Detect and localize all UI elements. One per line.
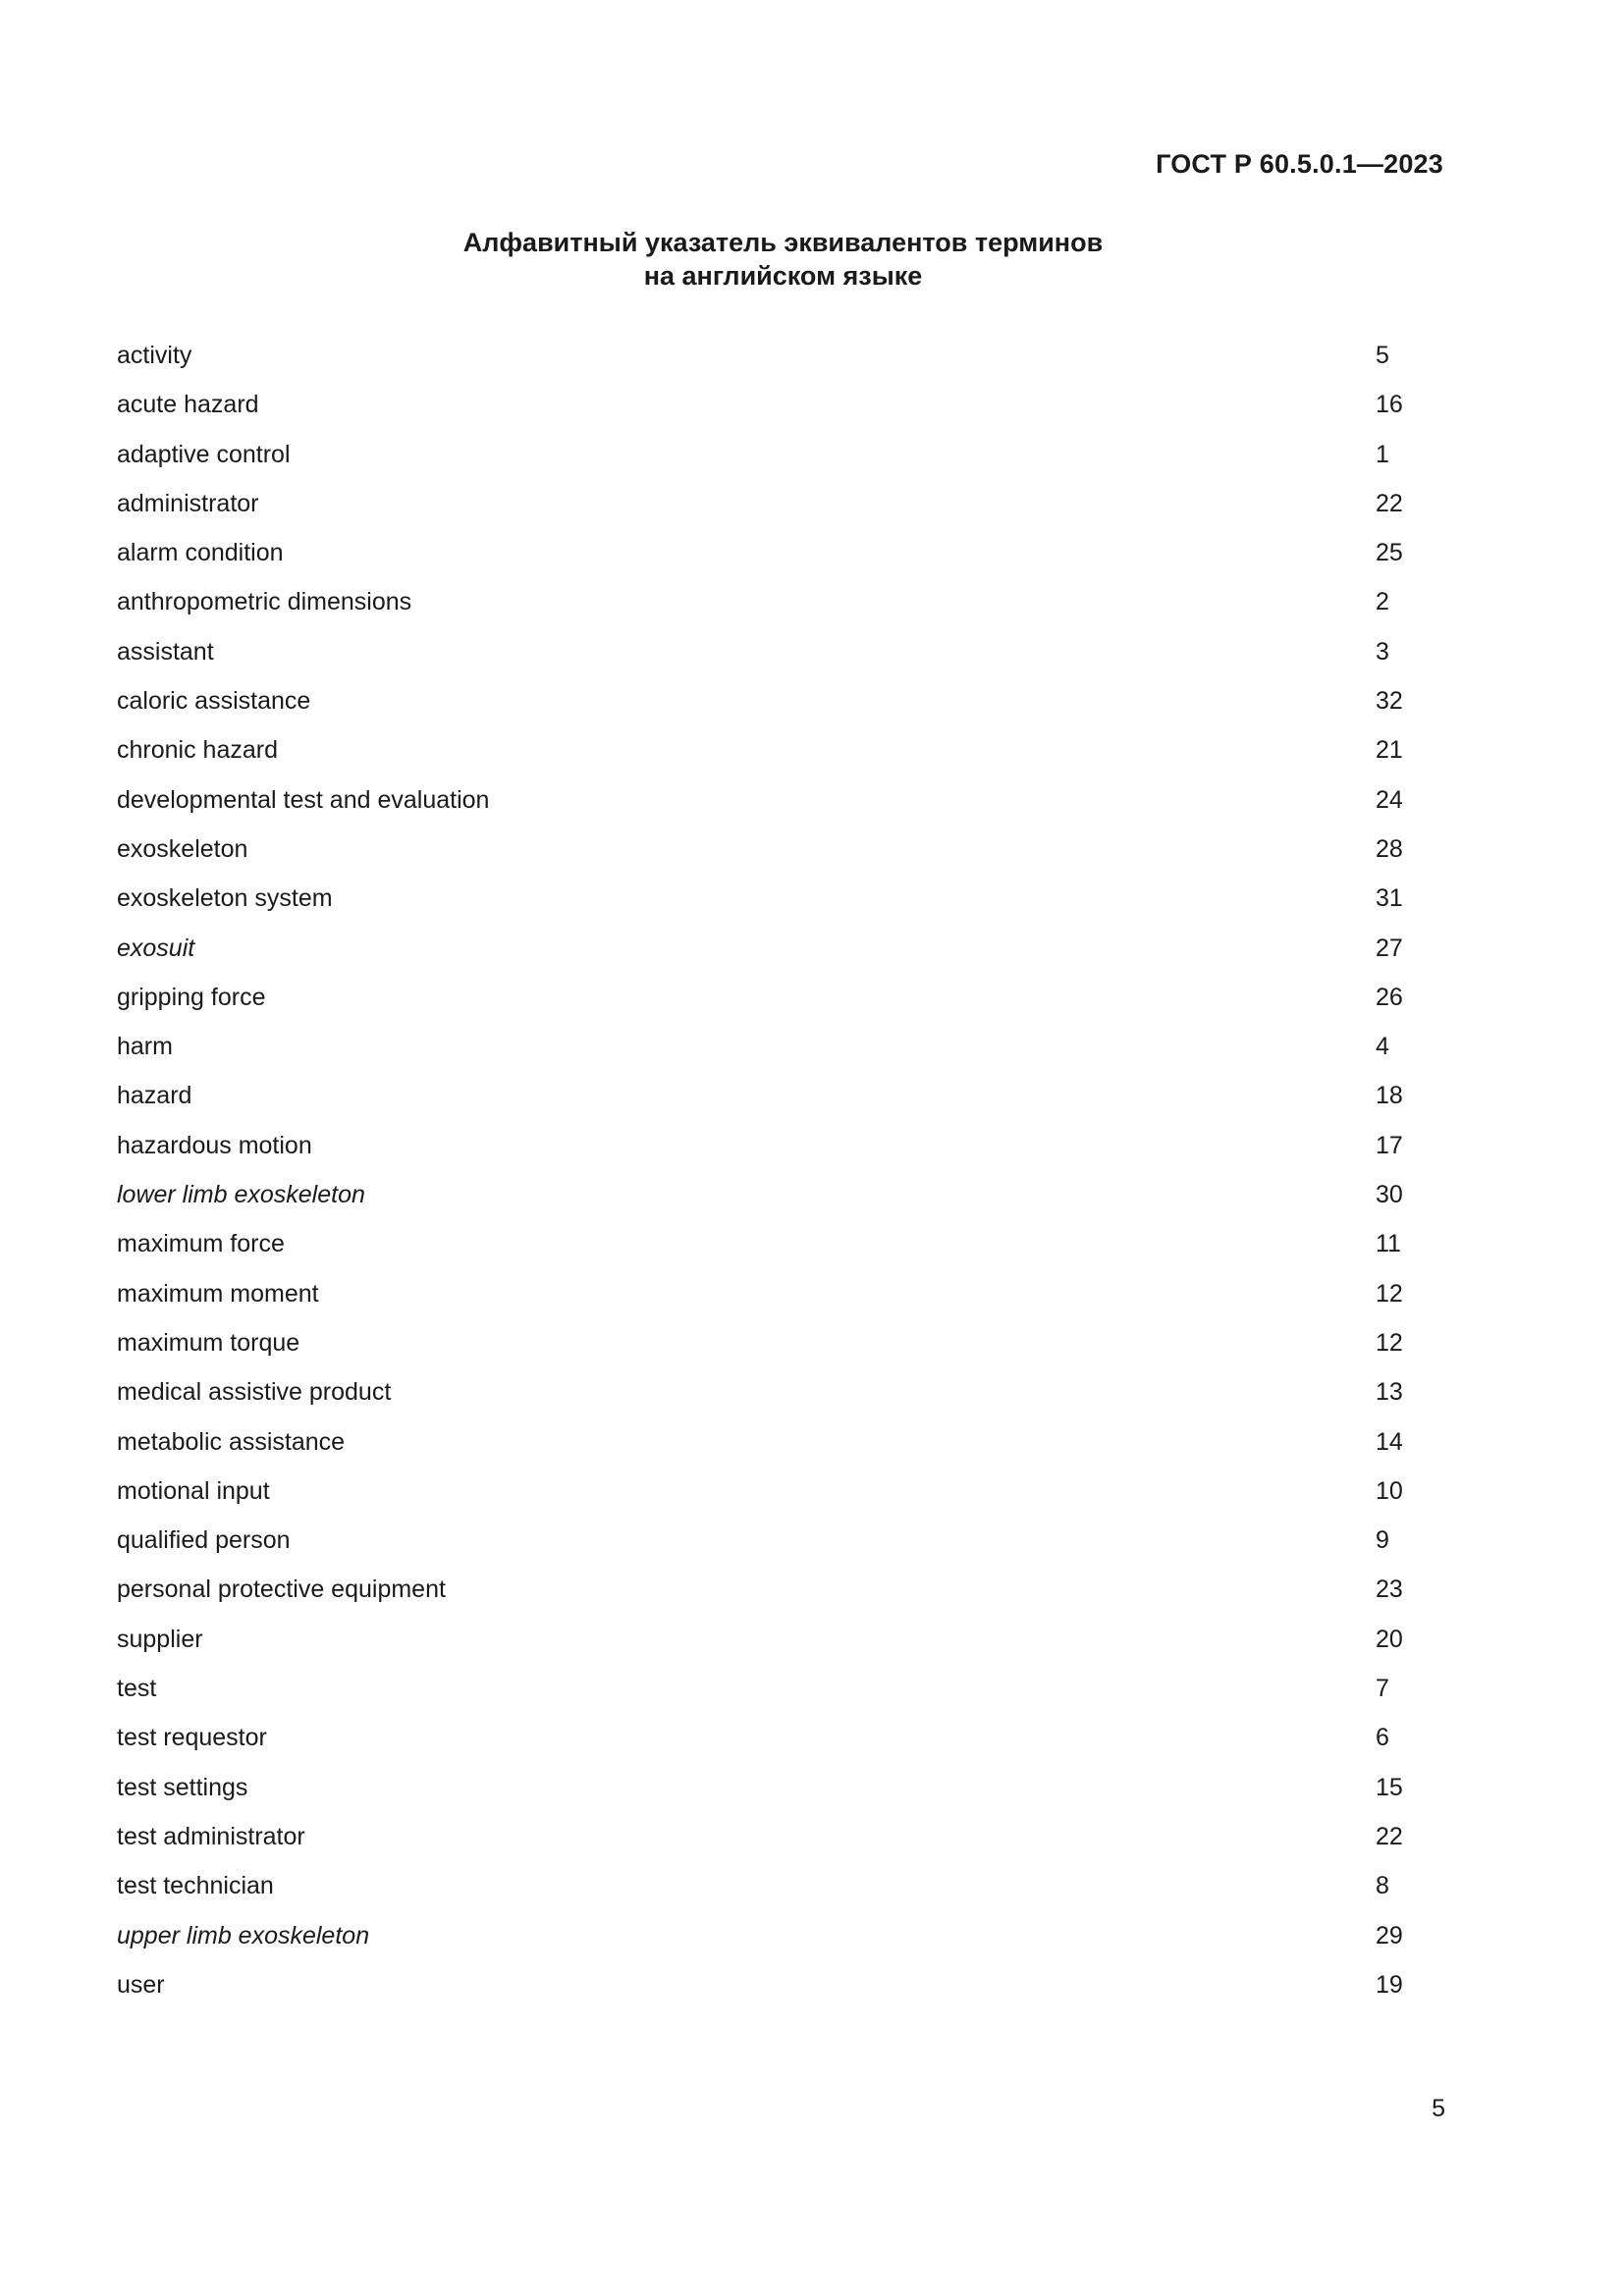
index-entry [117, 1417, 1423, 1467]
index-entry [117, 1713, 1423, 1762]
index-term: hazard [117, 1082, 192, 1110]
index-term: exoskeleton system [117, 884, 333, 913]
index-entry [117, 430, 1423, 479]
index-entry [117, 1318, 1423, 1367]
index-term-number: 16 [1376, 391, 1403, 419]
index-term-number: 32 [1376, 687, 1403, 716]
index-term-number: 11 [1376, 1230, 1401, 1258]
index-term: supplier [117, 1625, 203, 1653]
index-term-number: 12 [1376, 1279, 1403, 1308]
index-term-number: 4 [1376, 1033, 1389, 1061]
index-term: caloric assistance [117, 687, 311, 716]
index-term: test administrator [117, 1822, 305, 1850]
index-term: lower limb exoskeleton [117, 1181, 365, 1209]
index-entry [117, 1763, 1423, 1812]
index-term: test settings [117, 1773, 248, 1801]
index-term-number: 8 [1376, 1872, 1389, 1900]
index-term: gripping force [117, 983, 266, 1011]
index-entry [117, 1861, 1423, 1910]
index-term: personal protective equipment [117, 1575, 446, 1604]
index-term: assistant [117, 637, 214, 666]
index-term-number: 7 [1376, 1675, 1389, 1703]
index-entry [117, 924, 1423, 973]
index-term-number: 5 [1376, 342, 1389, 369]
page-title [0, 226, 1566, 293]
index-entry [117, 1121, 1423, 1170]
index-term: anthropometric dimensions [117, 588, 412, 616]
index-entry [117, 1812, 1423, 1861]
index-term-number: 2 [1376, 588, 1389, 616]
term-index-list [117, 331, 1423, 2009]
index-term: activity [117, 342, 192, 369]
index-entry [117, 479, 1423, 528]
index-term: exoskeleton [117, 834, 248, 863]
index-term-number: 28 [1376, 834, 1403, 863]
index-term: chronic hazard [117, 736, 278, 765]
index-term: alarm condition [117, 539, 284, 567]
index-term-number: 17 [1376, 1131, 1403, 1159]
index-term-number: 27 [1376, 934, 1403, 962]
index-entry [117, 528, 1423, 577]
index-entry [117, 627, 1423, 676]
index-entry [117, 577, 1423, 626]
index-entry [117, 725, 1423, 774]
index-term: upper limb exoskeleton [117, 1921, 370, 1949]
index-entry [117, 1022, 1423, 1071]
index-entry [117, 676, 1423, 725]
page-title-line-2: на английском языке [643, 261, 923, 291]
index-term-number: 30 [1376, 1181, 1403, 1209]
index-term: test [117, 1675, 157, 1703]
index-term: motional input [117, 1476, 270, 1505]
index-term: maximum torque [117, 1328, 300, 1357]
index-entry [117, 1565, 1423, 1614]
index-term-number: 22 [1376, 1822, 1403, 1850]
index-entry [117, 331, 1423, 380]
index-entry [117, 380, 1423, 429]
index-term: user [117, 1970, 165, 1999]
index-term-number: 29 [1376, 1921, 1403, 1949]
index-term: administrator [117, 489, 259, 517]
index-term: medical assistive product [117, 1378, 392, 1407]
index-entry [117, 1615, 1423, 1664]
index-entry [117, 775, 1423, 825]
index-entry [117, 1960, 1423, 2009]
index-term-number: 20 [1376, 1625, 1403, 1653]
index-term: hazardous motion [117, 1131, 312, 1159]
index-term-number: 22 [1376, 489, 1403, 517]
index-term: test requestor [117, 1724, 267, 1752]
index-entry [117, 1071, 1423, 1120]
index-term: harm [117, 1033, 173, 1061]
index-term-number: 6 [1376, 1724, 1389, 1752]
index-term: acute hazard [117, 391, 259, 419]
index-term-number: 14 [1376, 1427, 1403, 1456]
index-term-number: 25 [1376, 539, 1403, 567]
index-term-number: 9 [1376, 1526, 1389, 1555]
document-code: ГОСТ Р 60.5.0.1—2023 [1156, 149, 1443, 179]
index-term: maximum moment [117, 1279, 319, 1308]
index-term-number: 19 [1376, 1970, 1403, 1999]
index-term: developmental test and evaluation [117, 785, 490, 814]
index-term: qualified person [117, 1526, 291, 1555]
page-title-line-1: Алфавитный указатель эквивалентов терминов [462, 228, 1104, 257]
index-term-number: 26 [1376, 983, 1403, 1011]
index-term-number: 24 [1376, 785, 1403, 814]
index-term: test technician [117, 1872, 274, 1900]
index-term-number: 21 [1376, 736, 1403, 765]
index-term: metabolic assistance [117, 1427, 346, 1456]
index-entry [117, 1219, 1423, 1268]
index-entry [117, 1664, 1423, 1713]
index-entry [117, 1467, 1423, 1516]
index-term-number: 1 [1376, 440, 1389, 468]
index-term: adaptive control [117, 440, 291, 468]
index-term-number: 31 [1376, 884, 1403, 913]
index-term-number: 3 [1376, 637, 1389, 666]
index-entry [117, 1516, 1423, 1565]
index-entry [117, 1367, 1423, 1416]
index-entry [117, 1170, 1423, 1219]
index-term-number: 18 [1376, 1082, 1403, 1110]
page-number: 5 [1432, 2095, 1445, 2122]
index-entry [117, 874, 1423, 923]
index-term-number: 12 [1376, 1328, 1403, 1357]
index-term-number: 10 [1376, 1476, 1403, 1505]
index-entry [117, 1911, 1423, 1960]
index-term-number: 13 [1376, 1378, 1403, 1407]
index-entry [117, 973, 1423, 1022]
index-entry [117, 825, 1423, 874]
index-term: maximum force [117, 1230, 285, 1258]
index-entry [117, 1269, 1423, 1318]
index-term-number: 23 [1376, 1575, 1403, 1604]
index-term-number: 15 [1376, 1773, 1403, 1801]
index-term: exosuit [117, 934, 195, 962]
